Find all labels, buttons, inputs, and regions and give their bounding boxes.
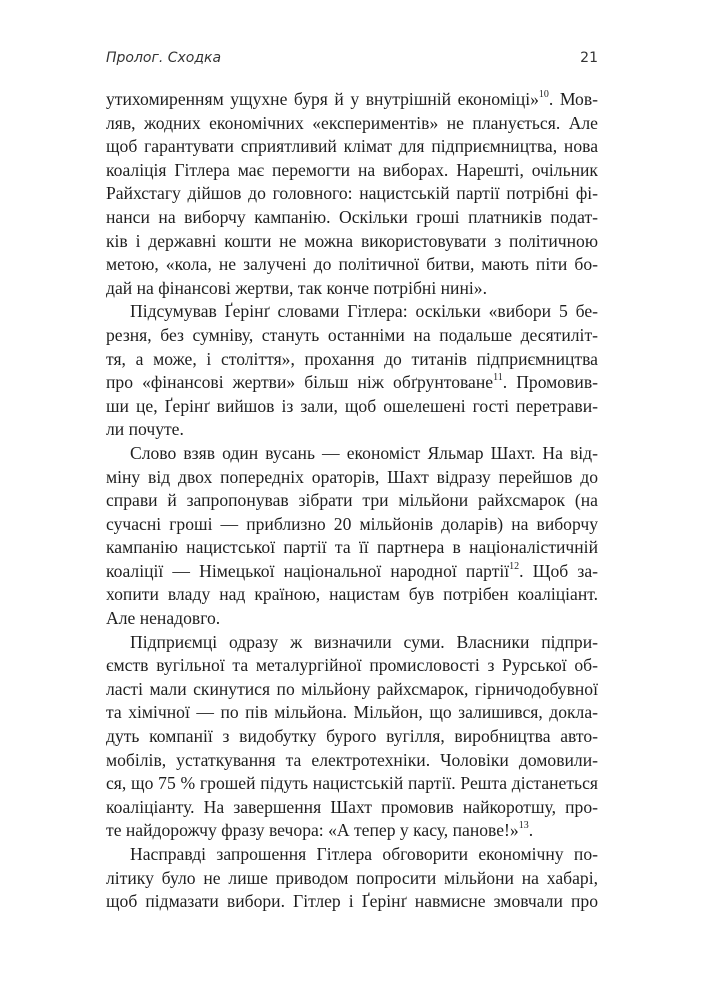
line-text: те найдорожчу фразу вечора: «А тепер у касу, панове!» [106,820,519,841]
footnote-marker: 11 [493,372,503,384]
line-text: міну від двох попередніх ораторів, Шахт відразу перейшов до [106,466,598,487]
text-line [106,725,598,749]
line-text: Насправді запрошення Гітлера обговорити економічну по- [130,844,598,864]
text-line [106,654,598,678]
line-text: коаліції — Німецької національної народної партії [106,560,510,581]
line-text: кампанію нацистської партії та її партнера в націоналістичній [106,537,598,558]
page-number: 21 [580,50,598,66]
text-line [106,88,598,112]
text-line [106,348,598,372]
text-line [106,324,598,348]
text-line [106,371,598,395]
text-line [106,277,598,301]
line-text: ємств вугільної та металургійної промисловості з Рурської об- [106,655,598,676]
footnote-marker: 12 [509,560,520,572]
line-text: резня, без сумніву, стануть останніми на подальше десятиліт- [106,324,598,345]
line-text: щоб гарантувати сприятливий клімат для підприємництва, нова [106,136,598,157]
text-line [106,607,598,631]
line-text: тя, а може, і століття», прохання до титанів підприємництва [106,348,598,369]
line-text: ся, що 75 % грошей підуть нацистській партії. Решта дістанеться [106,773,598,794]
text-line [106,230,598,254]
text-line [106,489,598,513]
text-line [106,418,598,442]
text-line [106,867,598,891]
line-text: та хімічної — по пів мільйона. Мільйон, що залишився, докла- [106,702,598,723]
text-line [106,182,598,206]
text-line [106,112,598,136]
line-text: утихомиренням ущухне буря й у внутрішній економіці» [106,89,539,109]
text-line [106,701,598,725]
text-line [106,796,598,820]
line-text: коаліція Гітлера має перемогти на виборах. Нарешті, очільник [106,159,598,180]
text-line [106,631,598,655]
line-text: Підсумував Ґерінґ словами Гітлера: оскільки «вибори 5 бе- [130,301,598,322]
footnote-marker: 13 [518,820,529,832]
line-text: ласті мали скинутися по мільйону райхсмарок, гірничодобувної [106,678,598,699]
text-line [106,678,598,702]
line-text: дай на фінансові жертви, так конче потрібні нині». [106,277,487,298]
line-text: ли почуте. [106,419,184,440]
line-text: мобілів, устаткування та електротехніки. Чоловіки домовили- [106,749,598,770]
line-text: . Мов- [548,89,598,109]
line-text: щоб підмазати вибори. Гітлер і Ґерінґ навмисне змовчали про [106,891,598,912]
line-text: ків і державні кошти не можна використовувати з політичною [106,230,598,251]
footnote-marker: 10 [538,89,549,100]
text-line [106,536,598,560]
text-line [106,442,598,466]
line-text: . [528,820,534,841]
text-line [106,466,598,490]
line-text: ляв, жодних економічних «експериментів» не планується. Але [106,112,598,133]
line-text: коаліціанту. На завершення Шахт промовив найкоротшу, про- [106,796,598,817]
line-text: справи й запропонував зібрати три мільйони райхсмарок (на [106,490,598,511]
text-line [106,395,598,419]
text-line [106,159,598,183]
line-text: ши це, Ґерінґ вийшов із зали, щоб ошелешені гості перетрави- [106,395,598,416]
line-text: сучасні гроші — приблизно 20 мільйонів доларів) на виборчу [106,513,598,534]
line-text: . Промовив- [502,372,598,393]
line-text: літику було не лише приводом попросити мільйони на хабарі, [106,867,598,888]
line-text: Слово взяв один вусань — економіст Яльмар Шахт. На від- [130,442,598,463]
text-line [106,300,598,324]
line-text: . Щоб за- [519,560,598,581]
line-text: Але ненадовго. [106,608,221,629]
line-text: дуть компанії з видобутку бурого вугілля, виробництва авто- [106,726,598,747]
text-line [106,843,598,867]
text-line [106,560,598,584]
text-line [106,135,598,159]
running-title: Пролог. Сходка [106,50,222,66]
text-line [106,206,598,230]
text-line [106,819,598,843]
body-text [106,88,598,914]
text-line [106,583,598,607]
line-text: Райхстагу дійшов до головного: нацистській партії потрібні фі- [106,183,598,204]
text-line [106,890,598,914]
line-text: хопити владу над країною, нацистам був потрібен коаліціант. [106,584,598,605]
text-line [106,772,598,796]
line-text: про «фінансові жертви» більш ніж обґрунтоване [106,372,494,393]
line-text: метою, «кола, не залучені до політичної битви, мають піти бо- [106,254,598,275]
line-text: нанси на виборчу кампанію. Оскільки гроші платників подат- [106,206,598,227]
text-line [106,513,598,537]
text-line [106,749,598,773]
text-line [106,253,598,277]
line-text: Підприємці одразу ж визначили суми. Власники підпри- [130,631,598,652]
page-header [106,50,598,74]
